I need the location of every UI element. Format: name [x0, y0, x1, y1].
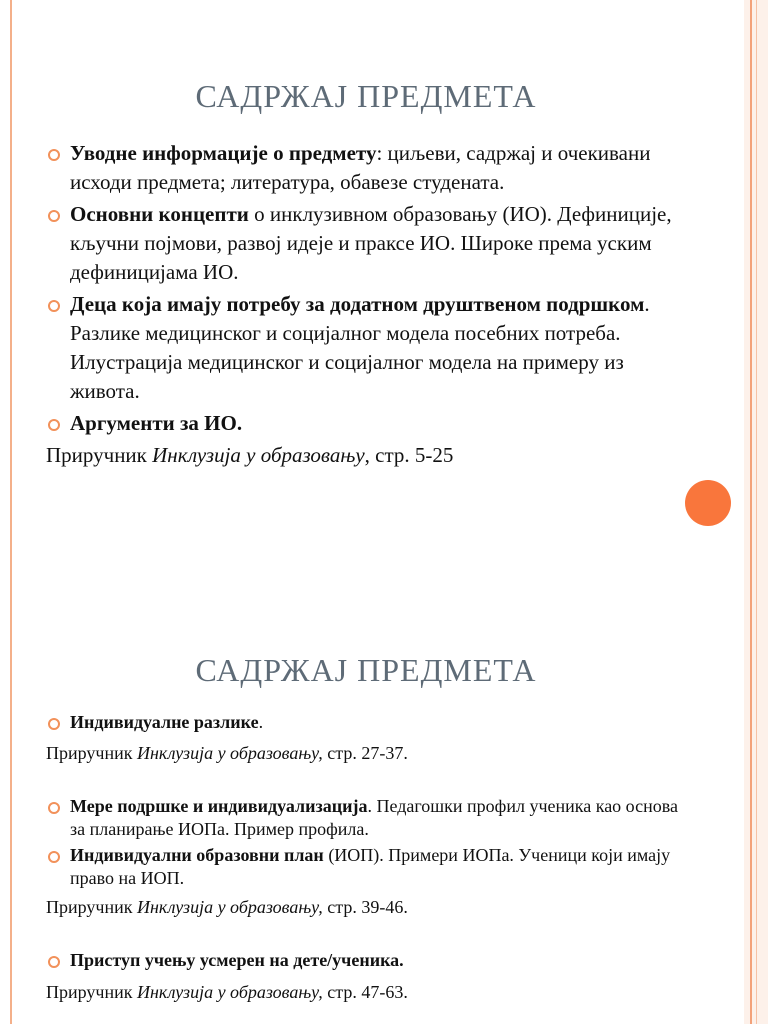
list-item: Мере подршке и индивидуализација. Педагошки профил ученика као основа за планирање ИОПа. Пример профила. — [46, 795, 686, 841]
slide-1 — [46, 78, 686, 470]
list-item: Индивидуалне разлике. — [46, 711, 686, 734]
bullet-icon — [48, 802, 60, 814]
bullet-icon — [48, 419, 60, 431]
bullet-icon — [48, 956, 60, 968]
bullet-icon — [48, 149, 60, 161]
list-item: Основни концепти о инклузивном образовању (ИО). Дефиниције, кључни појмови, развој идеје и праксе ИО. Широке према уским дефиницијама ИО. — [46, 200, 686, 287]
left-border — [0, 0, 12, 1024]
list-item: Аргументи за ИО. — [46, 409, 686, 438]
slide-1-bullet-list — [46, 139, 686, 438]
bullet-icon — [48, 718, 60, 730]
reference-line: Приручник Инклузија у образовању, стр. 27-37. — [46, 743, 408, 763]
bullet-icon — [48, 851, 60, 863]
list-item: Приступ учењу усмерен на дете/ученика. — [46, 949, 686, 972]
bullet-icon — [48, 300, 60, 312]
list-item: Уводне информације о предмету: циљеви, садржај и очекивани исходи предмета; литература, обавезе студената. — [46, 139, 686, 197]
slide-1-title: САДРЖАЈ ПРЕДМЕТА — [195, 78, 537, 114]
right-border — [744, 0, 768, 1024]
list-item: Индивидуални образовни план (ИОП). Примери ИОПа. Ученици који имају право на ИОП. — [46, 844, 686, 890]
bullet-icon — [48, 210, 60, 222]
decorative-circle — [685, 480, 731, 526]
reference-line: Приручник Инклузија у образовању, стр. 39-46. — [46, 897, 408, 917]
slide-2-list-c — [46, 949, 686, 972]
slide-2 — [46, 652, 686, 1004]
slide-2-list-a — [46, 711, 686, 734]
slide-2-list-b — [46, 795, 686, 890]
slide-2-title: САДРЖАЈ ПРЕДМЕТА — [195, 652, 537, 688]
reference-line: Приручник Инклузија у образовању, стр. 5-25 — [46, 443, 454, 467]
reference-line: Приручник Инклузија у образовању, стр. 47-63. — [46, 982, 408, 1002]
list-item: Деца која имају потребу за додатном друштвеном подршком. Разлике медицинског и социјалног модела посебних потреба. Илустрација медицинског и социјалног модела на примеру из живота. — [46, 290, 686, 406]
